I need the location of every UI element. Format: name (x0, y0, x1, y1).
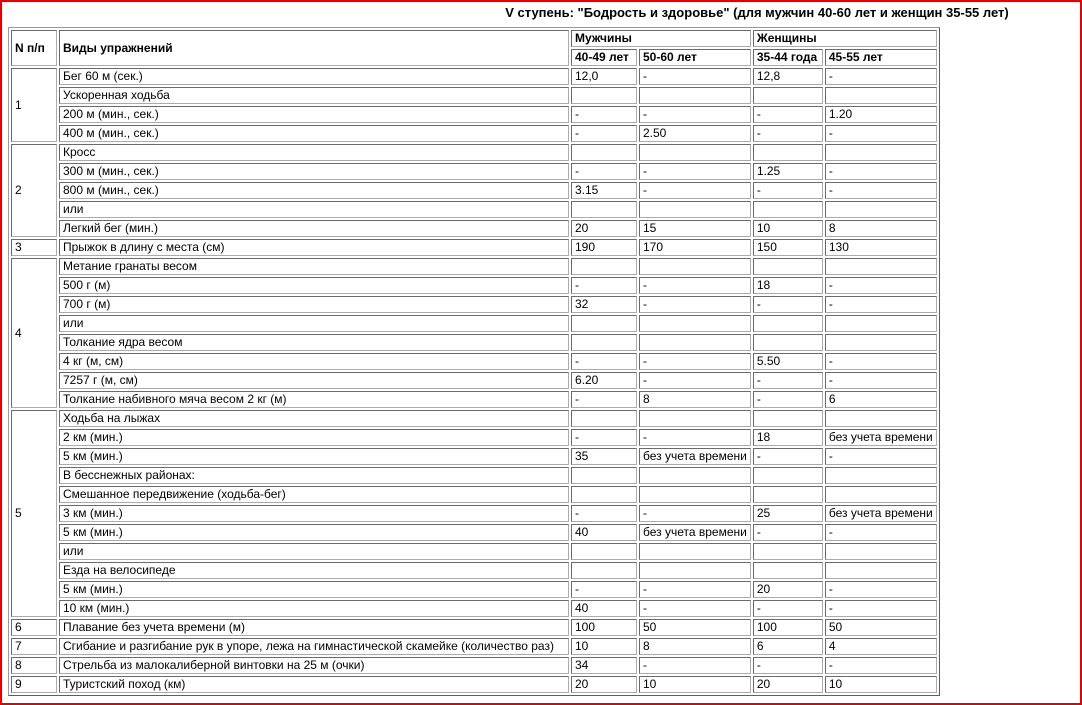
value-cell: - (571, 581, 637, 598)
exercise-cell: Езда на велосипеде (59, 562, 569, 579)
value-cell (571, 543, 637, 560)
table-row (11, 239, 937, 256)
exercise-cell: Толкание набивного мяча весом 2 кг (м) (59, 391, 569, 408)
table-row (11, 372, 937, 389)
value-cell: 4 (825, 638, 937, 655)
value-cell: 32 (571, 296, 637, 313)
value-cell: 34 (571, 657, 637, 674)
value-cell (571, 315, 637, 332)
value-cell (753, 486, 823, 503)
value-cell: - (753, 106, 823, 123)
value-cell: - (753, 125, 823, 142)
table-row (11, 353, 937, 370)
value-cell: - (753, 296, 823, 313)
table-body (11, 68, 937, 693)
exercise-cell: 5 км (мин.) (59, 524, 569, 541)
value-cell (571, 467, 637, 484)
header-women: Женщины (753, 30, 937, 47)
table-row (11, 486, 937, 503)
value-cell (639, 410, 751, 427)
exercise-cell: Смешанное передвижение (ходьба-бег) (59, 486, 569, 503)
value-cell: - (571, 106, 637, 123)
header-women-45-55: 45-55 лет (825, 49, 937, 66)
value-cell: - (753, 391, 823, 408)
value-cell: - (825, 657, 937, 674)
table-row (11, 334, 937, 351)
value-cell: - (571, 353, 637, 370)
group-number-cell: 3 (11, 239, 57, 256)
exercise-cell: Сгибание и разгибание рук в упоре, лежа на гимнастической скамейке (количество раз) (59, 638, 569, 655)
value-cell: 20 (571, 676, 637, 693)
value-cell: 40 (571, 600, 637, 617)
exercise-cell: 400 м (мин., сек.) (59, 125, 569, 142)
exercise-cell: или (59, 201, 569, 218)
table-row (11, 638, 937, 655)
exercise-cell: 700 г (м) (59, 296, 569, 313)
header-num: N п/п (11, 30, 57, 66)
value-cell: - (639, 600, 751, 617)
value-cell: - (571, 429, 637, 446)
value-cell: - (639, 372, 751, 389)
value-cell: - (571, 391, 637, 408)
value-cell: - (571, 125, 637, 142)
value-cell: 20 (753, 581, 823, 598)
value-cell: 10 (571, 638, 637, 655)
value-cell (639, 562, 751, 579)
value-cell: - (639, 429, 751, 446)
value-cell: 190 (571, 239, 637, 256)
value-cell: 20 (571, 220, 637, 237)
exercise-cell: или (59, 315, 569, 332)
value-cell: - (753, 524, 823, 541)
value-cell (639, 486, 751, 503)
value-cell: 18 (753, 429, 823, 446)
table-row (11, 524, 937, 541)
value-cell: 8 (639, 638, 751, 655)
exercise-cell: 200 м (мин., сек.) (59, 106, 569, 123)
value-cell: 8 (825, 220, 937, 237)
value-cell: - (639, 353, 751, 370)
value-cell: - (825, 125, 937, 142)
value-cell: 6.20 (571, 372, 637, 389)
value-cell (753, 144, 823, 161)
value-cell: 1.25 (753, 163, 823, 180)
value-cell: - (825, 448, 937, 465)
group-number-cell: 9 (11, 676, 57, 693)
value-cell: 25 (753, 505, 823, 522)
value-cell (571, 201, 637, 218)
value-cell: - (753, 600, 823, 617)
value-cell: - (571, 163, 637, 180)
value-cell (571, 87, 637, 104)
value-cell: - (639, 657, 751, 674)
group-number-cell: 6 (11, 619, 57, 636)
table-row (11, 429, 937, 446)
table-row (11, 258, 937, 275)
value-cell: 3.15 (571, 182, 637, 199)
value-cell: 100 (753, 619, 823, 636)
value-cell: - (825, 600, 937, 617)
group-number-cell: 5 (11, 410, 57, 617)
table-row (11, 87, 937, 104)
value-cell: - (825, 372, 937, 389)
value-cell: - (825, 353, 937, 370)
page-title: V ступень: "Бодрость и здоровье" (для мужчин 40-60 лет и женщин 35-55 лет) (505, 5, 1009, 20)
exercise-cell: 5 км (мин.) (59, 581, 569, 598)
value-cell (753, 543, 823, 560)
value-cell (639, 334, 751, 351)
exercise-cell: Метание гранаты весом (59, 258, 569, 275)
value-cell: без учета времени (825, 505, 937, 522)
value-cell (753, 258, 823, 275)
table-row (11, 410, 937, 427)
value-cell: - (639, 163, 751, 180)
table-row (11, 125, 937, 142)
value-cell: 6 (825, 391, 937, 408)
table-row (11, 220, 937, 237)
value-cell (753, 410, 823, 427)
value-cell (639, 467, 751, 484)
value-cell: 170 (639, 239, 751, 256)
value-cell: 8 (639, 391, 751, 408)
header-men-40-49: 40-49 лет (571, 49, 637, 66)
value-cell (825, 87, 937, 104)
value-cell: - (825, 277, 937, 294)
value-cell: без учета времени (639, 448, 751, 465)
value-cell: 50 (639, 619, 751, 636)
header-women-35-44: 35-44 года (753, 49, 823, 66)
exercise-cell: 7257 г (м, см) (59, 372, 569, 389)
value-cell (825, 334, 937, 351)
exercise-cell: Туристский поход (км) (59, 676, 569, 693)
value-cell: 2.50 (639, 125, 751, 142)
value-cell: 12,8 (753, 68, 823, 85)
value-cell (753, 467, 823, 484)
group-number-cell: 7 (11, 638, 57, 655)
value-cell (753, 87, 823, 104)
table-row (11, 277, 937, 294)
table-row (11, 296, 937, 313)
group-number-cell: 8 (11, 657, 57, 674)
value-cell: - (571, 505, 637, 522)
table-row (11, 391, 937, 408)
table-row (11, 543, 937, 560)
value-cell: без учета времени (639, 524, 751, 541)
exercise-cell: или (59, 543, 569, 560)
exercise-cell: 3 км (мин.) (59, 505, 569, 522)
table-row (11, 619, 937, 636)
value-cell (571, 410, 637, 427)
value-cell (753, 315, 823, 332)
value-cell: 12,0 (571, 68, 637, 85)
value-cell (571, 144, 637, 161)
value-cell: 15 (639, 220, 751, 237)
exercise-cell: Кросс (59, 144, 569, 161)
table-row (11, 201, 937, 218)
value-cell: 50 (825, 619, 937, 636)
value-cell: 10 (639, 676, 751, 693)
value-cell: без учета времени (825, 429, 937, 446)
exercise-cell: 500 г (м) (59, 277, 569, 294)
value-cell (825, 543, 937, 560)
value-cell: - (753, 182, 823, 199)
value-cell (825, 486, 937, 503)
value-cell: 6 (753, 638, 823, 655)
exercise-cell: 4 кг (м, см) (59, 353, 569, 370)
exercise-cell: Ускоренная ходьба (59, 87, 569, 104)
table-row (11, 505, 937, 522)
header-row-groups (11, 30, 937, 47)
value-cell: - (825, 581, 937, 598)
exercise-cell: Толкание ядра весом (59, 334, 569, 351)
exercise-cell: Стрельба из малокалиберной винтовки на 25 м (очки) (59, 657, 569, 674)
value-cell (639, 144, 751, 161)
value-cell: 40 (571, 524, 637, 541)
value-cell (825, 144, 937, 161)
value-cell: - (571, 277, 637, 294)
value-cell (571, 486, 637, 503)
value-cell: - (825, 68, 937, 85)
exercise-cell: Плавание без учета времени (м) (59, 619, 569, 636)
value-cell: 1.20 (825, 106, 937, 123)
value-cell: - (753, 657, 823, 674)
value-cell: - (753, 448, 823, 465)
value-cell: - (639, 182, 751, 199)
exercise-cell: 300 м (мин., сек.) (59, 163, 569, 180)
value-cell: - (753, 372, 823, 389)
value-cell (753, 201, 823, 218)
value-cell: - (639, 505, 751, 522)
table-row (11, 676, 937, 693)
value-cell: 18 (753, 277, 823, 294)
exercise-cell: 5 км (мин.) (59, 448, 569, 465)
group-number-cell: 1 (11, 68, 57, 142)
value-cell: - (639, 581, 751, 598)
exercise-cell: Легкий бег (мин.) (59, 220, 569, 237)
table-row (11, 68, 937, 85)
value-cell (825, 258, 937, 275)
value-cell: - (825, 296, 937, 313)
value-cell: - (825, 163, 937, 180)
exercise-cell: 2 км (мин.) (59, 429, 569, 446)
table-row (11, 182, 937, 199)
exercise-cell: Прыжок в длину с места (см) (59, 239, 569, 256)
exercise-cell: 800 м (мин., сек.) (59, 182, 569, 199)
table-row (11, 448, 937, 465)
value-cell: 150 (753, 239, 823, 256)
value-cell (753, 334, 823, 351)
exercise-cell: Бег 60 м (сек.) (59, 68, 569, 85)
table-row (11, 106, 937, 123)
group-number-cell: 4 (11, 258, 57, 408)
header-men: Мужчины (571, 30, 751, 47)
header-exercise: Виды упражнений (59, 30, 569, 66)
value-cell (639, 315, 751, 332)
standards-table (8, 27, 940, 696)
value-cell (825, 201, 937, 218)
table-row (11, 163, 937, 180)
value-cell (825, 410, 937, 427)
header-men-50-60: 50-60 лет (639, 49, 751, 66)
value-cell: 130 (825, 239, 937, 256)
value-cell (571, 258, 637, 275)
value-cell (825, 467, 937, 484)
table-row (11, 562, 937, 579)
value-cell (825, 562, 937, 579)
value-cell (825, 315, 937, 332)
table-row (11, 315, 937, 332)
exercise-cell: Ходьба на лыжах (59, 410, 569, 427)
value-cell (571, 562, 637, 579)
exercise-cell: 10 км (мин.) (59, 600, 569, 617)
value-cell: - (825, 182, 937, 199)
value-cell (639, 543, 751, 560)
value-cell: 100 (571, 619, 637, 636)
value-cell (639, 201, 751, 218)
value-cell: - (639, 68, 751, 85)
value-cell (639, 258, 751, 275)
value-cell: 10 (753, 220, 823, 237)
value-cell: - (639, 296, 751, 313)
table-row (11, 657, 937, 674)
value-cell: 20 (753, 676, 823, 693)
table-row (11, 144, 937, 161)
value-cell: - (639, 277, 751, 294)
value-cell: 35 (571, 448, 637, 465)
value-cell: 10 (825, 676, 937, 693)
table-row (11, 581, 937, 598)
table-row (11, 467, 937, 484)
value-cell (753, 562, 823, 579)
value-cell: - (825, 524, 937, 541)
group-number-cell: 2 (11, 144, 57, 237)
value-cell (571, 334, 637, 351)
table-row (11, 600, 937, 617)
value-cell: 5.50 (753, 353, 823, 370)
exercise-cell: В бесснежных районах: (59, 467, 569, 484)
value-cell (639, 87, 751, 104)
value-cell: - (639, 106, 751, 123)
